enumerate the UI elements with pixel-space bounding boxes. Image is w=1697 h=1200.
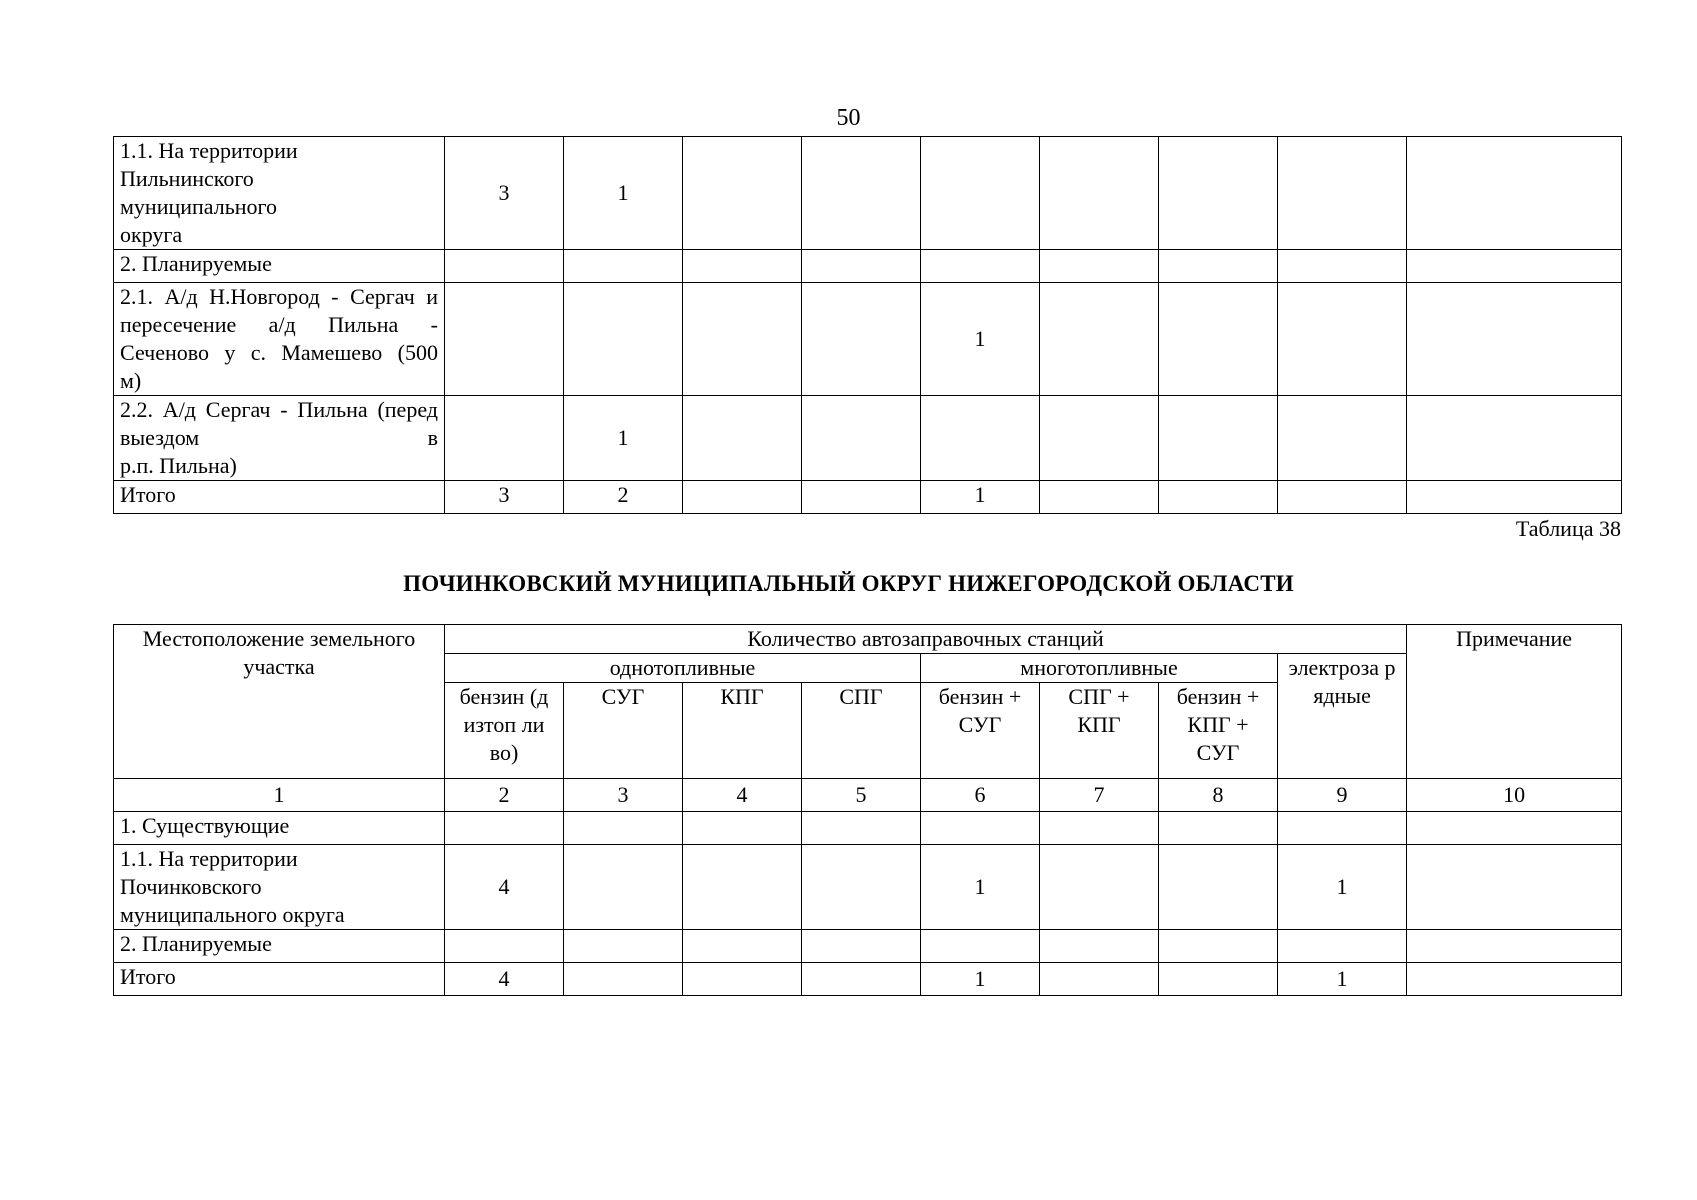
cell [445, 930, 564, 963]
row-label: 1.1. На территории Починковского муниципального округа [114, 845, 445, 930]
row-label: 1. Существующие [114, 812, 445, 845]
cell [445, 283, 564, 396]
cell [1159, 963, 1278, 996]
cell [1159, 845, 1278, 930]
cell [1278, 250, 1407, 283]
cell [564, 845, 683, 930]
stations-table-pilna [113, 136, 1622, 514]
column-numbers-row [114, 779, 1622, 812]
cell [683, 481, 802, 514]
cell [683, 250, 802, 283]
column-number: 1 [114, 779, 445, 812]
column-number: 8 [1159, 779, 1278, 812]
column-number: 9 [1278, 779, 1407, 812]
cell [1278, 481, 1407, 514]
cell [1159, 250, 1278, 283]
cell [921, 250, 1040, 283]
cell [445, 812, 564, 845]
column-number: 6 [921, 779, 1040, 812]
page-number: 50 [836, 105, 861, 131]
cell [802, 812, 921, 845]
row-label: 2. Планируемые [114, 930, 445, 963]
cell [564, 963, 683, 996]
header-col-petrol-lpg: бензин + СУГ [921, 683, 1040, 779]
cell: 4 [445, 963, 564, 996]
cell [921, 812, 1040, 845]
cell [1040, 137, 1159, 250]
cell: 3 [445, 481, 564, 514]
column-number: 5 [802, 779, 921, 812]
header-multi-fuel: многотопливные [921, 654, 1278, 683]
table-row [114, 930, 1622, 963]
column-number: 2 [445, 779, 564, 812]
cell [802, 250, 921, 283]
cell [802, 137, 921, 250]
cell [921, 396, 1040, 481]
column-number: 4 [683, 779, 802, 812]
cell [683, 845, 802, 930]
cell [1407, 812, 1622, 845]
table-row [114, 283, 1622, 396]
row-label: Итого [114, 481, 445, 514]
header-col-cng: КПГ [683, 683, 802, 779]
header-electric: электроза рядные [1278, 654, 1407, 779]
cell [1407, 963, 1622, 996]
cell [1407, 250, 1622, 283]
table-row [114, 963, 1622, 996]
cell: 2 [564, 481, 683, 514]
row-label: 1.1. На территории Пильнинского муниципального округа [114, 137, 445, 250]
cell [802, 963, 921, 996]
cell [1040, 283, 1159, 396]
cell [683, 283, 802, 396]
table-row [114, 812, 1622, 845]
cell [921, 137, 1040, 250]
column-number: 7 [1040, 779, 1159, 812]
column-number: 10 [1407, 779, 1622, 812]
cell [802, 283, 921, 396]
cell [921, 930, 1040, 963]
cell [1278, 930, 1407, 963]
cell: 1 [921, 283, 1040, 396]
cell [683, 812, 802, 845]
cell [1159, 930, 1278, 963]
cell [1278, 812, 1407, 845]
cell [1278, 396, 1407, 481]
cell [564, 930, 683, 963]
header-col-petrol: бензин (дизтоп ливо) [445, 683, 564, 779]
header-row [114, 625, 1622, 654]
row-label: 2.2. А/д Сергач - Пильна (перед выездом в р.п. Пильна) [114, 396, 445, 481]
cell [1407, 283, 1622, 396]
cell: 1 [1278, 845, 1407, 930]
cell [1159, 137, 1278, 250]
header-col-lng: СПГ [802, 683, 921, 779]
cell [564, 250, 683, 283]
row-label: 2.1. А/д Н.Новгород - Сергач и пересечение а/д Пильна - Сеченово у с. Мамешево (500 м) [114, 283, 445, 396]
table-row [114, 845, 1622, 930]
header-col-lng-cng: СПГ + КПГ [1040, 683, 1159, 779]
cell: 4 [445, 845, 564, 930]
cell [802, 396, 921, 481]
cell: 1 [564, 137, 683, 250]
section-title: ПОЧИНКОВСКИЙ МУНИЦИПАЛЬНЫЙ ОКРУГ НИЖЕГОРОДСКОЙ ОБЛАСТИ [403, 571, 1294, 596]
table-row [114, 481, 1622, 514]
cell: 1 [921, 845, 1040, 930]
cell [564, 283, 683, 396]
cell [1040, 812, 1159, 845]
cell [683, 137, 802, 250]
cell [802, 845, 921, 930]
cell [445, 396, 564, 481]
table-row [114, 137, 1622, 250]
table-number: Таблица 38 [1515, 516, 1621, 541]
header-note: Примечание [1407, 625, 1622, 779]
cell [1159, 481, 1278, 514]
table-row [114, 396, 1622, 481]
cell [1040, 963, 1159, 996]
cell [1407, 137, 1622, 250]
cell [683, 963, 802, 996]
header-single-fuel: однотопливные [445, 654, 921, 683]
cell [683, 930, 802, 963]
cell [1407, 481, 1622, 514]
cell: 1 [921, 963, 1040, 996]
header-location: Местоположение земельного участка [114, 625, 445, 779]
cell: 1 [564, 396, 683, 481]
cell [1040, 481, 1159, 514]
table-row [114, 250, 1622, 283]
cell [1040, 250, 1159, 283]
cell [564, 812, 683, 845]
cell [1278, 283, 1407, 396]
cell [802, 930, 921, 963]
cell [1278, 137, 1407, 250]
cell [445, 250, 564, 283]
header-col-petrol-cng-lpg: бензин + КПГ + СУГ [1159, 683, 1278, 779]
cell: 3 [445, 137, 564, 250]
cell [683, 396, 802, 481]
cell: 1 [921, 481, 1040, 514]
cell [1407, 396, 1622, 481]
cell [1040, 396, 1159, 481]
column-number: 3 [564, 779, 683, 812]
cell [1159, 283, 1278, 396]
cell [1159, 396, 1278, 481]
cell [1407, 845, 1622, 930]
cell [1040, 930, 1159, 963]
header-stations-count: Количество автозаправочных станций [445, 625, 1407, 654]
cell [1407, 930, 1622, 963]
row-label: Итого [114, 963, 445, 996]
row-label: 2. Планируемые [114, 250, 445, 283]
header-col-lpg: СУГ [564, 683, 683, 779]
cell [1040, 845, 1159, 930]
cell [1159, 812, 1278, 845]
cell: 1 [1278, 963, 1407, 996]
cell [802, 481, 921, 514]
stations-table-pochinki [113, 624, 1622, 996]
